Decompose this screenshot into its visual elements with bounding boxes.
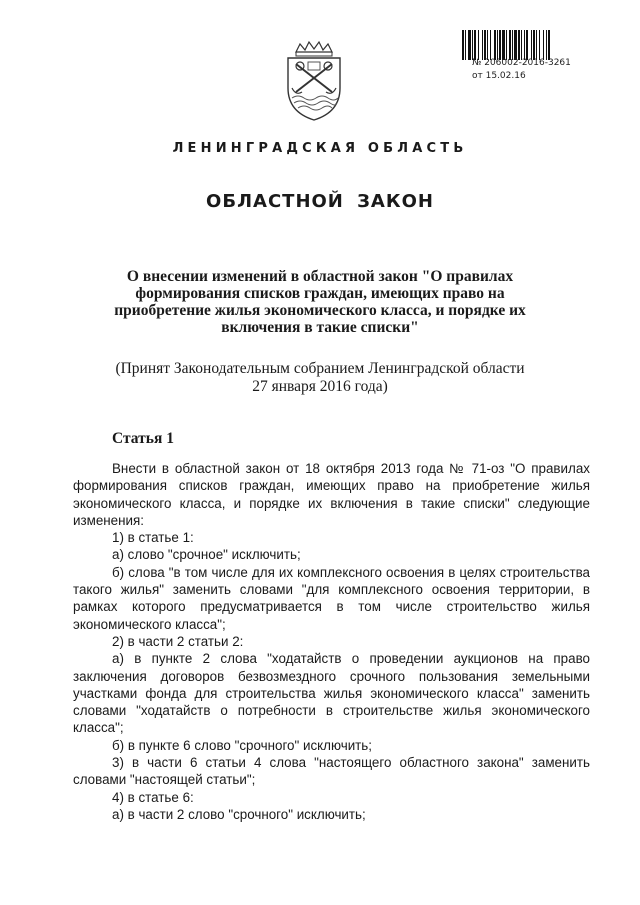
registration-number: № 206002-2016-3261 (472, 58, 571, 68)
registration-stamp (472, 57, 571, 83)
paragraph: 2) в части 2 статьи 2: (112, 633, 244, 649)
paragraph: а) слово "срочное" исключить; (112, 547, 301, 563)
adoption-line-2: 27 января 2016 года) (252, 378, 388, 395)
paragraph: 1) в статье 1: (112, 530, 194, 546)
document-type: ОБЛАСТНОЙ ЗАКОН (206, 191, 434, 212)
paragraph: б) в пункте 6 слово "срочного" исключить; (112, 737, 372, 753)
region-name: ЛЕНИНГРАДСКАЯ ОБЛАСТЬ (172, 141, 468, 156)
coat-of-arms-icon (278, 40, 350, 122)
paragraph: а) в пункте 2 слова "ходатайств о проведении аукционов на право заключения договоров безвозмездного срочного пользования земельными участками фонда для строительства жилья экономического класса" заменить словами "ходатайств о потребности в строительстве жилья экономического класса"; (73, 651, 590, 736)
barcode-icon (462, 30, 586, 60)
article-heading: Статья 1 (112, 430, 174, 447)
paragraph: Внести в областной закон от 18 октября 2013 года № 71-оз "О правилах формирования списков граждан, имеющих право на приобретение жилья экономического класса, и порядке их включения в такие списки" следующие изменения: (73, 461, 590, 528)
paragraph: б) слова "в том числе для их комплексного освоения в целях строительства такого жилья" заменить словами "для комплексного освоения территории, в рамках которого предусматривается в том числе строительство жилья экономического класса"; (73, 564, 590, 632)
adoption-line-1: (Принят Законодательным собранием Ленинградской области (115, 360, 525, 377)
paragraph: а) в части 2 слово "срочного" исключить; (112, 806, 366, 822)
paragraph: 4) в статье 6: (112, 789, 194, 805)
paragraph: 3) в части 6 статьи 4 слова "настоящего областного закона" заменить словами "настоящей статьи"; (73, 755, 590, 788)
adoption-note (90, 360, 550, 396)
law-title: О внесении изменений в областной закон "О правилах формирования списков граждан, имеющих право на приобретение жилья экономического класса, и порядке их включения в такие списки" (114, 268, 526, 336)
registration-date: от 15.02.16 (472, 71, 526, 81)
article-body (73, 460, 590, 823)
